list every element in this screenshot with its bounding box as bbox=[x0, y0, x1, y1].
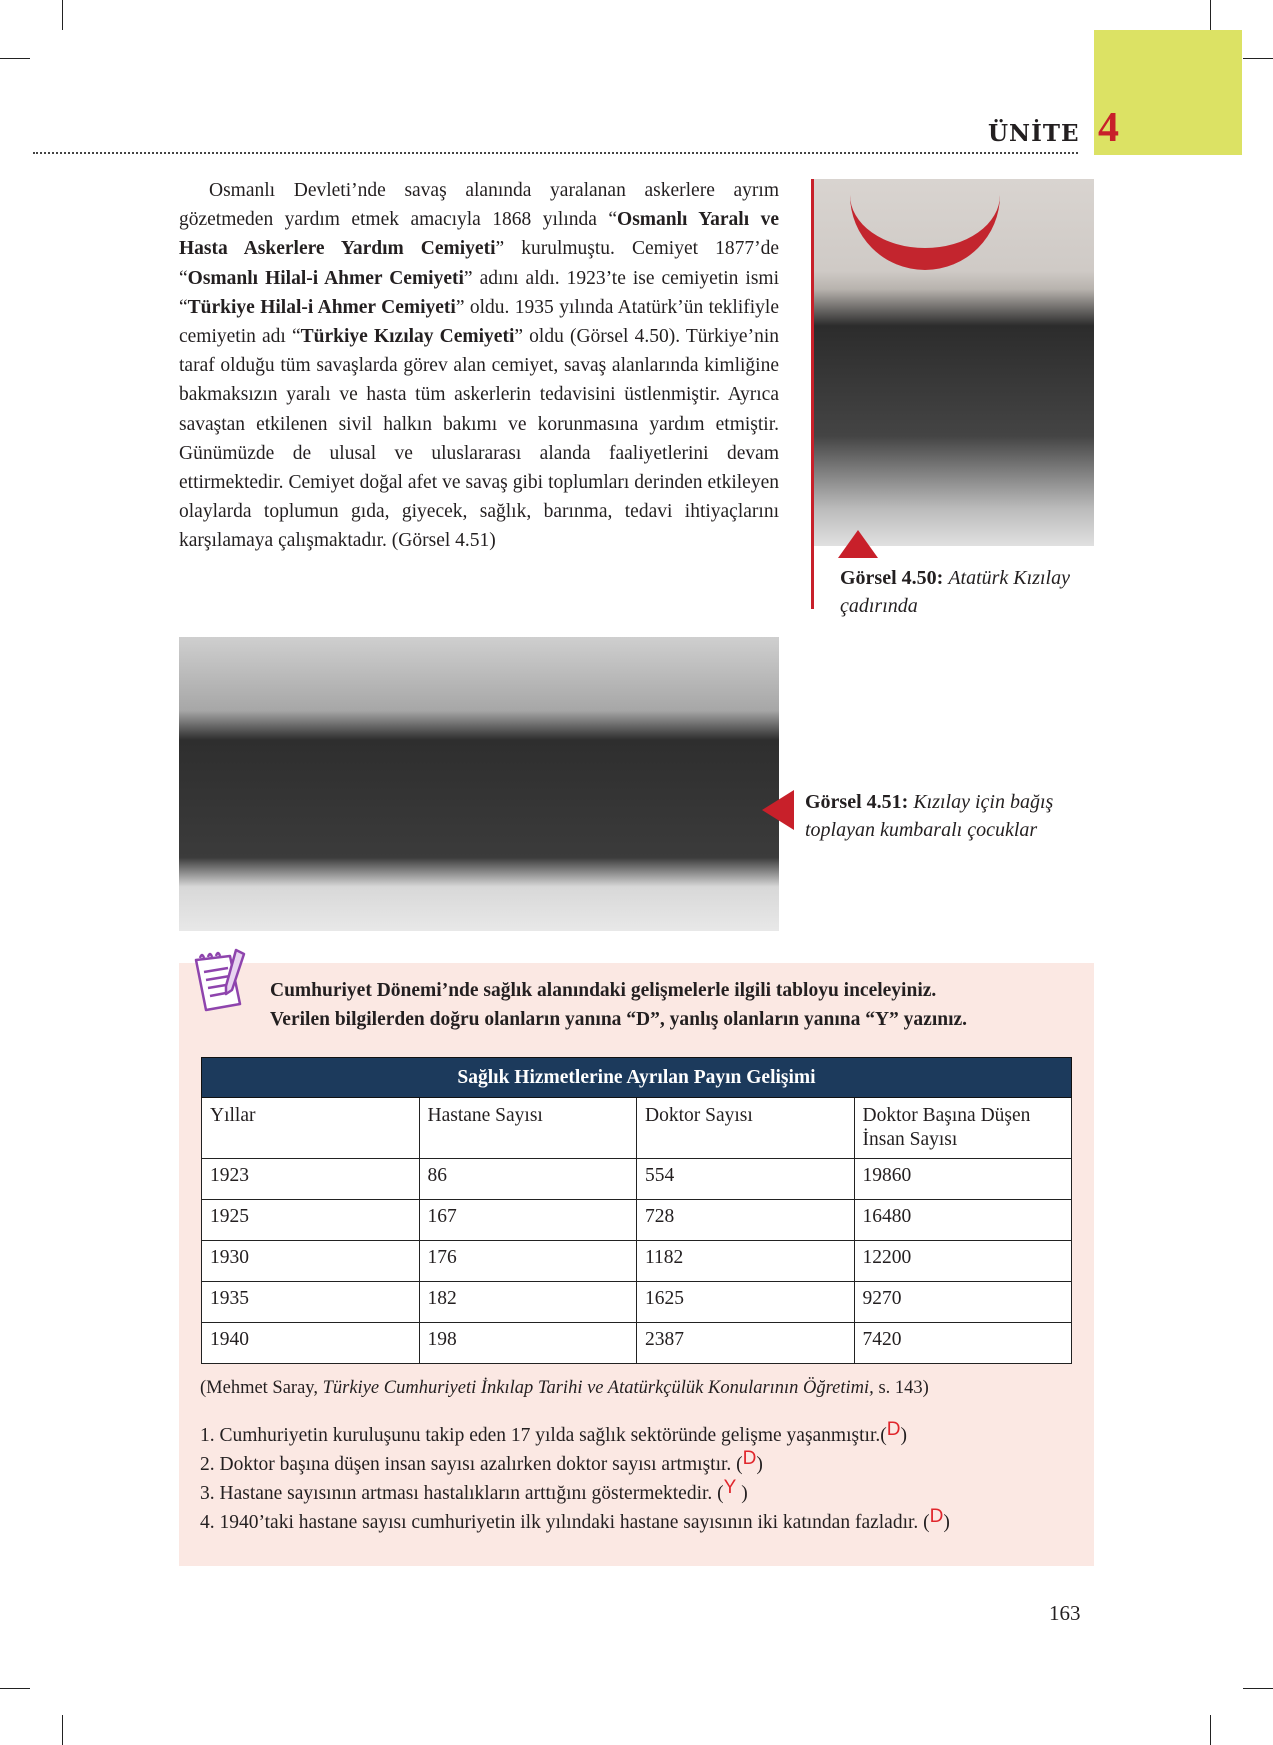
table-cell: 554 bbox=[637, 1159, 855, 1200]
health-statistics-table bbox=[201, 1057, 1072, 1364]
figure-caption-4-51 bbox=[805, 788, 1055, 844]
body-text: ” oldu (Görsel 4.50). Türkiye’nin taraf olduğu tüm savaşlarda görev alan cemiyet, savaş alanlarında kimliğine bakmaksızın yaralı ve hasta tüm askerlerin tedavisini üstlenmiştir. Ayrıca savaştan etkilenen sivil halkın bakımı ve korunmasına yardım etmiştir. Günümüzde de ulusal ve uluslararası alanda faaliyetlerini devam ettirmektedir. Cemiyet doğal afet ve savaş gibi toplumları derinden etkileyen olaylarda toplumun gıda, giyecek, sağlık, barınma, tedavi ihtiyaçlarını karşılamaya çalışmaktadır. (Görsel 4.51) bbox=[179, 326, 779, 552]
table-cell: 1923 bbox=[202, 1159, 420, 1200]
table-cell: 728 bbox=[637, 1200, 855, 1241]
header-divider bbox=[33, 152, 1078, 154]
crop-mark bbox=[62, 0, 63, 30]
table-header-row bbox=[202, 1098, 1072, 1159]
table-cell: 1182 bbox=[637, 1241, 855, 1282]
bold-term: Türkiye Kızılay Cemiyeti bbox=[300, 326, 515, 348]
question-item bbox=[200, 1450, 950, 1479]
bold-term: Osmanlı Yaralı ve Hasta Askerlere Yardım Cemiyeti bbox=[179, 209, 779, 260]
figure-caption-text: Atatürk Kızılay çadırında bbox=[840, 567, 1070, 617]
table-cell: 1935 bbox=[202, 1282, 420, 1323]
caption-pointer-icon bbox=[838, 530, 878, 558]
source-page: s. 143) bbox=[873, 1378, 929, 1398]
figure-label: Görsel 4.51: bbox=[805, 791, 909, 813]
table-cell: 19860 bbox=[854, 1159, 1072, 1200]
table-cell: 1925 bbox=[202, 1200, 420, 1241]
caption-pointer-icon bbox=[762, 790, 794, 830]
instruction-line: Cumhuriyet Dönemi’nde sağlık alanındaki gelişmelerle ilgili tabloyu inceleyiniz. bbox=[270, 980, 937, 1001]
crop-mark bbox=[62, 1715, 63, 1745]
body-text: ” kurulmuştu. Cemiyet 1877’de “ bbox=[179, 238, 779, 289]
question-close: ) bbox=[943, 1512, 950, 1533]
answer-mark[interactable]: D bbox=[742, 1448, 757, 1469]
figure-label: Görsel 4.50: bbox=[840, 567, 944, 589]
table-cell: 9270 bbox=[854, 1282, 1072, 1323]
source-citation bbox=[200, 1378, 929, 1399]
crop-mark bbox=[1210, 1715, 1211, 1745]
table-cell: 12200 bbox=[854, 1241, 1072, 1282]
bold-term: Osmanlı Hilal-i Ahmer Cemiyeti bbox=[187, 267, 464, 289]
table-title: Sağlık Hizmetlerine Ayrılan Payın Gelişimi bbox=[202, 1058, 1072, 1098]
notepad-pencil-icon bbox=[192, 946, 250, 1016]
table-row bbox=[202, 1241, 1072, 1282]
table-cell: 2387 bbox=[637, 1323, 855, 1364]
question-list bbox=[200, 1421, 950, 1537]
table-cell: 1940 bbox=[202, 1323, 420, 1364]
figure-caption-text: Kızılay için bağış toplayan kumbaralı çocuklar bbox=[805, 791, 1054, 841]
activity-instructions bbox=[270, 976, 967, 1034]
question-text: 4. 1940’taki hastane sayısı cumhuriyetin ilk yılındaki hastane sayısının iki katından fazladır. ( bbox=[200, 1512, 930, 1533]
table-cell: 7420 bbox=[854, 1323, 1072, 1364]
question-text: 3. Hastane sayısının artması hastalıkların arttığını göstermektedir. ( bbox=[200, 1483, 724, 1504]
bold-term: Türkiye Hilal-i Ahmer Cemiyeti bbox=[187, 296, 456, 318]
question-close: ) bbox=[756, 1454, 763, 1475]
instruction-line: Verilen bilgilerden doğru olanların yanına “D”, yanlış olanların yanına “Y” yazınız. bbox=[270, 1009, 968, 1030]
table-row bbox=[202, 1323, 1072, 1364]
page-number: 163 bbox=[1049, 1601, 1081, 1625]
crop-mark bbox=[0, 58, 30, 59]
unit-label: ÜNİTE bbox=[988, 120, 1080, 147]
answer-mark[interactable]: D bbox=[929, 1506, 944, 1527]
column-header: Doktor Başına Düşen İnsan Sayısı bbox=[854, 1098, 1072, 1159]
body-text: Osmanlı Devleti’nde savaş alanında yaralanan askerlere ayrım gözetmeden yardım etmek amacıyla 1868 yılında “ bbox=[179, 180, 779, 231]
answer-mark[interactable]: D bbox=[886, 1419, 901, 1440]
photo-children-donation bbox=[179, 637, 779, 931]
body-text: ” adını aldı. 1923’te ise cemiyetin ismi “ bbox=[179, 267, 779, 318]
question-close: ) bbox=[900, 1425, 907, 1446]
source-title: Türkiye Cumhuriyeti İnkılap Tarihi ve Atatürkçülük Konularının Öğretimi, bbox=[322, 1378, 874, 1398]
question-close: ) bbox=[736, 1483, 748, 1504]
column-header: Yıllar bbox=[202, 1098, 420, 1159]
table-cell: 176 bbox=[419, 1241, 637, 1282]
table-cell: 182 bbox=[419, 1282, 637, 1323]
source-author: (Mehmet Saray, bbox=[200, 1378, 323, 1398]
body-text: ” oldu. 1935 yılında Atatürk’ün teklifiyle cemiyetin adı “ bbox=[179, 296, 779, 348]
table-row bbox=[202, 1282, 1072, 1323]
column-header: Hastane Sayısı bbox=[419, 1098, 637, 1159]
crop-mark bbox=[1243, 1688, 1273, 1689]
table-cell: 167 bbox=[419, 1200, 637, 1241]
figure-caption-4-50 bbox=[840, 564, 1080, 620]
question-item bbox=[200, 1508, 950, 1537]
table-cell: 1930 bbox=[202, 1241, 420, 1282]
crop-mark bbox=[1243, 58, 1273, 59]
table-cell: 16480 bbox=[854, 1200, 1072, 1241]
body-paragraph bbox=[179, 176, 779, 556]
column-header: Doktor Sayısı bbox=[637, 1098, 855, 1159]
unit-number: 4 bbox=[1098, 105, 1119, 151]
question-text: 2. Doktor başına düşen insan sayısı azalırken doktor sayısı artmıştır. ( bbox=[200, 1454, 743, 1475]
table-row bbox=[202, 1200, 1072, 1241]
table-row bbox=[202, 1159, 1072, 1200]
table-cell: 86 bbox=[419, 1159, 637, 1200]
question-item bbox=[200, 1421, 950, 1450]
table-cell: 198 bbox=[419, 1323, 637, 1364]
answer-mark[interactable]: Y bbox=[723, 1477, 737, 1498]
question-text: 1. Cumhuriyetin kuruluşunu takip eden 17 yılda sağlık sektöründe gelişme yaşanmıştır.( bbox=[200, 1425, 887, 1446]
table-cell: 1625 bbox=[637, 1282, 855, 1323]
crop-mark bbox=[0, 1688, 30, 1689]
question-item bbox=[200, 1479, 950, 1508]
crop-mark bbox=[1210, 0, 1211, 30]
